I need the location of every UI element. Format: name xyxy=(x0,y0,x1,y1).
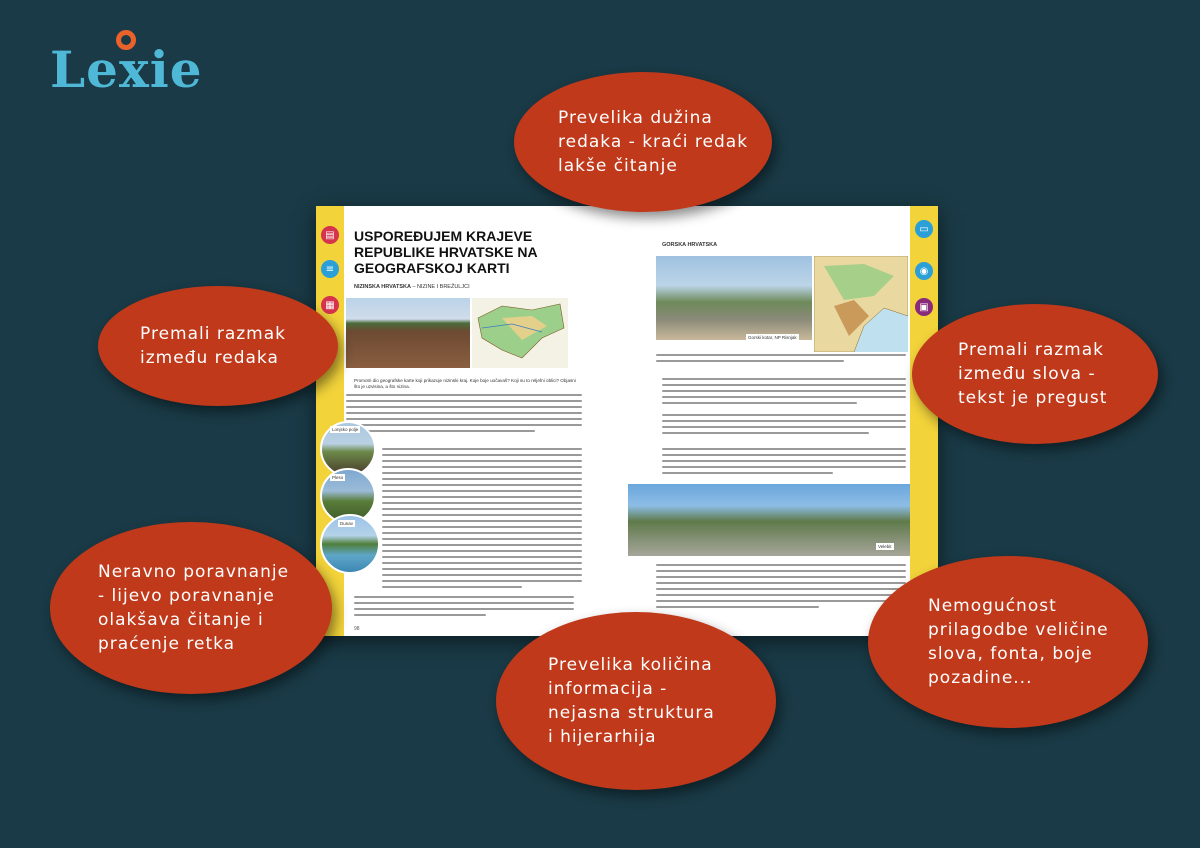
book-icon: ▤ xyxy=(321,226,339,244)
right-body-text-2 xyxy=(662,378,906,408)
list-icon: ≡ xyxy=(321,260,339,278)
bubble-line-spacing-text: Premali razmak između redaka xyxy=(140,324,287,368)
right-body-text-3 xyxy=(662,414,906,438)
bubble-line-spacing xyxy=(98,286,338,406)
right-body-text xyxy=(656,354,906,366)
left-subtitle xyxy=(354,284,470,290)
caption-pleso: Pleso xyxy=(332,475,344,480)
right-questions xyxy=(656,564,906,612)
field-photo xyxy=(346,298,470,368)
bubble-alignment-text: Neravno poravnanje - lijevo poravnanje olakšava čitanje i praćenje retka xyxy=(98,562,290,654)
textbook-spread xyxy=(316,206,938,636)
left-intro-text: Promotri dio geografske karte koji prikazuje nizinski kraj. Koje boje uočavaš? Koji su to reljefni oblici? Objasni što je uzvisina, a što nizina. xyxy=(354,378,576,389)
map-mountain xyxy=(814,256,908,352)
velebit-panorama-photo xyxy=(628,484,910,556)
caption-velebit: Velebit xyxy=(878,544,892,549)
mountain-photo xyxy=(656,256,812,340)
left-subtitle-rest: – NIZINE I BREŽULJCI xyxy=(410,284,470,290)
map-lowland xyxy=(472,298,568,368)
left-body-text xyxy=(346,394,582,436)
logo-dot-icon xyxy=(116,30,136,50)
screen-icon: ▭ xyxy=(915,220,933,238)
caption-lonjsko-polje: Lonjsko polje xyxy=(332,427,359,432)
sheet-icon: ▦ xyxy=(321,296,339,314)
bubble-customization xyxy=(868,556,1148,728)
left-body-text-2 xyxy=(382,448,582,592)
lexie-logo: Lexie xyxy=(50,40,203,99)
right-subtitle: GORSKA HRVATSKA xyxy=(662,242,718,248)
left-subtitle-bold: NIZINSKA HRVATSKA xyxy=(354,284,411,290)
left-questions xyxy=(354,596,574,620)
left-page-number: 98 xyxy=(354,626,360,632)
brain-icon: ◉ xyxy=(915,262,933,280)
bubble-info-amount-text: Prevelika količina informacija - nejasna struktura i hijerarhija xyxy=(548,655,715,747)
bubble-letter-spacing xyxy=(912,304,1158,444)
caption-gorski-kotar: Gorski kotar, NP Risnjak xyxy=(748,335,797,340)
right-body-text-4 xyxy=(662,448,906,478)
caption-dunav: Dunav xyxy=(340,521,354,526)
media-icon: ▣ xyxy=(915,298,933,316)
bubble-letter-spacing-text: Premali razmak između slova - tekst je pregust xyxy=(958,340,1108,408)
bubble-line-length xyxy=(514,72,772,212)
bubble-line-length-text: Prevelika dužina redaka - kraći redak lakše čitanje xyxy=(558,108,749,176)
bubble-info-amount xyxy=(496,612,776,790)
bubble-alignment xyxy=(50,522,332,694)
bubble-customization-text: Nemogućnost prilagodbe veličine slova, fonta, boje pozadine... xyxy=(928,596,1109,688)
page-title: USPOREĐUJEM KRAJEVE REPUBLIKE HRVATSKE NA GEOGRAFSKOJ KARTI xyxy=(354,228,538,276)
